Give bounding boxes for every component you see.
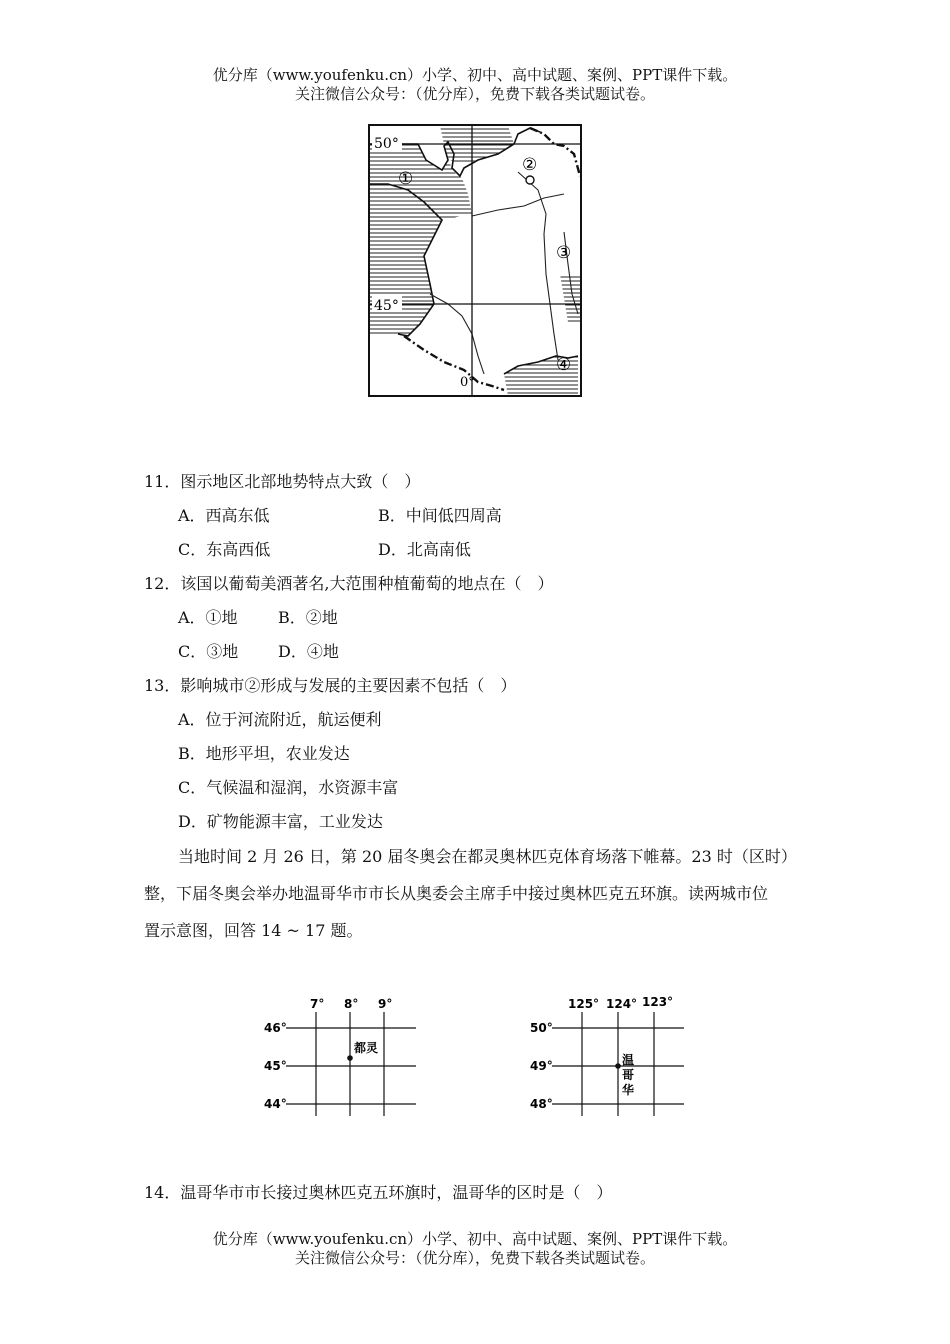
vancouver-city-dot	[615, 1063, 621, 1069]
q11-option-b: B．中间低四周高	[378, 506, 502, 525]
france-map	[368, 124, 582, 398]
turin-lon-7: 7°	[310, 997, 325, 1011]
map-marker-3: ③	[556, 243, 572, 263]
map-marker-1: ①	[398, 169, 414, 189]
turin-lon-8: 8°	[344, 997, 359, 1011]
map-marker-4: ④	[556, 355, 572, 375]
vancouver-lon-125: 125°	[568, 997, 600, 1011]
footer-line-1: 优分库（www.youfenku.cn）小学、初中、高中试题、案例、PPT课件下载。	[212, 1230, 738, 1248]
q12-stem: 12．该国以葡萄美酒著名,大范围种植葡萄的地点在（ ）	[144, 574, 554, 593]
page-footer	[0, 1230, 950, 1268]
passage	[144, 838, 824, 949]
turin-location-grid	[258, 990, 428, 1122]
q13-stem: 13．影响城市②形成与发展的主要因素不包括（ ）	[144, 676, 517, 695]
turin-city-dot	[347, 1055, 353, 1061]
vancouver-city-char-2: 哥	[622, 1068, 635, 1082]
header-line-2: 关注微信公众号：（优分库），免费下载各类试题试卷。	[294, 85, 655, 103]
vancouver-location-grid	[522, 990, 698, 1122]
vancouver-lat-48: 48°	[530, 1097, 553, 1111]
label-lat-50: 50°	[374, 136, 399, 152]
q12-option-d: D．④地	[278, 642, 339, 661]
label-lon-0: 0°	[460, 375, 475, 390]
map-marker-2: ②	[522, 155, 538, 175]
vancouver-lat-49: 49°	[530, 1059, 553, 1073]
turin-lat-45: 45°	[264, 1059, 287, 1073]
q12-option-a: A．①地	[178, 608, 238, 627]
q13-option-a: A．位于河流附近，航运便利	[178, 710, 382, 729]
vancouver-lon-123: 123°	[642, 995, 674, 1009]
vancouver-city-char-1: 温	[622, 1053, 635, 1067]
header-line-1: 优分库（www.youfenku.cn）小学、初中、高中试题、案例、PPT课件下载。	[212, 66, 738, 84]
q12-option-c: C．③地	[178, 642, 239, 661]
passage-line-3: 置示意图，回答 14 ~ 17 题。	[144, 921, 363, 940]
footer-line-2: 关注微信公众号：（优分库），免费下载各类试题试卷。	[294, 1249, 655, 1267]
vancouver-lon-124: 124°	[606, 997, 638, 1011]
q11-option-a: A．西高东低	[178, 506, 270, 525]
q14-stem: 14．温哥华市市长接过奥林匹克五环旗时，温哥华的区时是（ ）	[144, 1183, 613, 1202]
turin-city-label: 都灵	[354, 1041, 379, 1055]
turin-lon-9: 9°	[378, 997, 393, 1011]
q11-option-d: D．北高南低	[378, 540, 471, 559]
turin-lat-46: 46°	[264, 1021, 287, 1035]
q11-stem: 11．图示地区北部地势特点大致（ ）	[144, 472, 421, 491]
turin-lat-44: 44°	[264, 1097, 287, 1111]
city-2-dot	[526, 176, 534, 184]
q13-option-c: C．气候温和湿润，水资源丰富	[178, 778, 399, 797]
q11-option-c: C．东高西低	[178, 540, 271, 559]
q13-option-d: D．矿物能源丰富，工业发达	[178, 812, 383, 831]
vancouver-city-char-3: 华	[622, 1083, 635, 1097]
vancouver-lat-50: 50°	[530, 1021, 553, 1035]
passage-line-1: 当地时间 2 月 26 日，第 20 届冬奥会在都灵奥林匹克体育场落下帷幕。23 时（区时）	[178, 847, 797, 866]
q12-option-b: B．②地	[278, 608, 338, 627]
q13-option-b: B．地形平坦，农业发达	[178, 744, 350, 763]
label-lat-45: 45°	[374, 298, 399, 314]
page-header	[0, 66, 950, 104]
passage-line-2: 整，下届冬奥会举办地温哥华市市长从奥委会主席手中接过奥林匹克五环旗。读两城市位	[144, 884, 769, 903]
